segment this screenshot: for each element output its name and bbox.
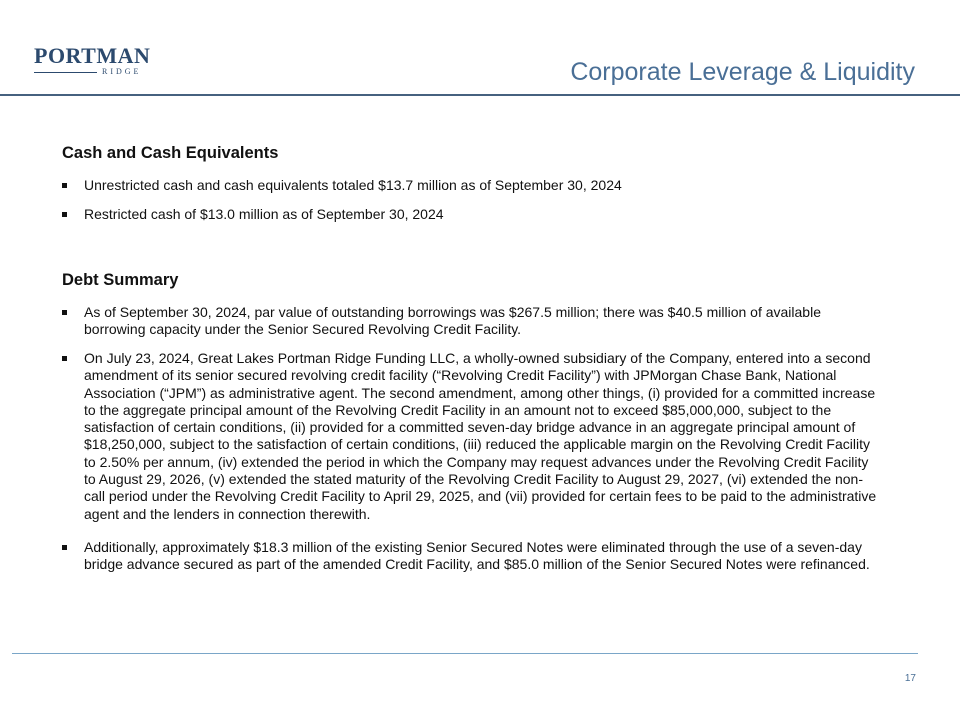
bullet-text: Unrestricted cash and cash equivalents totaled $13.7 million as of September 30, 2024 <box>84 177 622 193</box>
logo-sub: RIDGE <box>102 67 142 76</box>
list-item <box>62 304 882 339</box>
page-number: 17 <box>904 673 916 684</box>
bullet-text: As of September 30, 2024, par value of outstanding borrowings was $267.5 million; there was $40.5 million of available borrowing capacity under the Senior Secured Revolving Credit Facility. <box>84 304 821 338</box>
footer-divider <box>12 653 918 654</box>
list-item <box>62 177 882 194</box>
logo-rule <box>34 72 97 73</box>
bullet-icon <box>62 183 67 188</box>
bullet-icon <box>62 310 67 315</box>
slide-title: Corporate Leverage & Liquidity <box>570 58 915 86</box>
section-heading-debt: Debt Summary <box>62 271 179 289</box>
list-item <box>62 350 882 523</box>
bullet-icon <box>62 212 67 217</box>
section-heading-cash: Cash and Cash Equivalents <box>62 144 279 162</box>
logo-name: PORTMAN <box>34 43 151 68</box>
bullet-text: Additionally, approximately $18.3 million of the existing Senior Secured Notes were eliminated through the use of a seven-day bridge advance secured as part of the amended Credit Facility, and $85.0 million of the Senior Secured Notes were refinanced. <box>84 539 870 573</box>
list-item <box>62 539 882 574</box>
bullet-icon <box>62 356 67 361</box>
bullet-text: Restricted cash of $13.0 million as of September 30, 2024 <box>84 206 444 222</box>
bullet-icon <box>62 545 67 550</box>
bullet-text: On July 23, 2024, Great Lakes Portman Ridge Funding LLC, a wholly-owned subsidiary of the Company, entered into a second amendment of its senior secured revolving credit facility (“Revolving Credit Facility”) with JPMorgan Chase Bank, National Association (“JPM”) as administrative agent. The second amendment, among other things, (i) provided for a committed increase to the aggregate principal amount of the Revolving Credit Facility in an amount not to exceed $85,000,000, subject to the satisfaction of certain conditions, (ii) provided for a committed seven-day bridge advance in an aggregate principal amount of $18,250,000, subject to the satisfaction of certain conditions, (iii) reduced the applicable margin on the Revolving Credit Facility to 2.50% per annum, (iv) extended the period in which the Company may request advances under the Revolving Credit Facility to August 29, 2026, (v) extended the stated maturity of the Revolving Credit Facility to August 29, 2027, (vi) extended the non-call period under the Revolving Credit Facility to April 29, 2025, and (vii) provided for certain fees to be paid to the administrative agent and the lenders in connection therewith. <box>84 350 877 522</box>
portman-ridge-logo <box>34 44 150 80</box>
header-divider <box>0 94 960 96</box>
list-item <box>62 206 882 223</box>
